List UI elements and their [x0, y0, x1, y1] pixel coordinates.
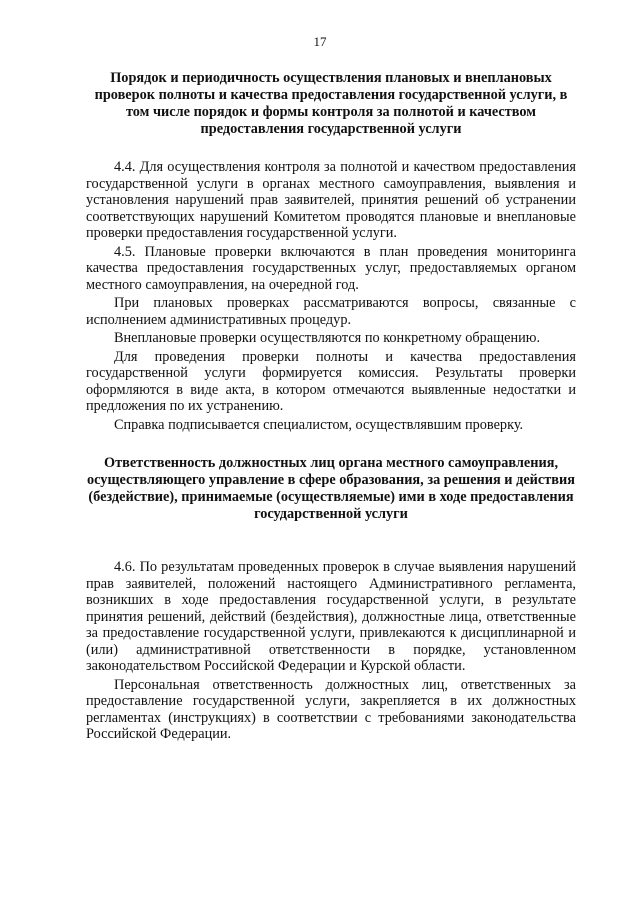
paragraph-report-signature: Справка подписывается специалистом, осуществлявшим проверку.: [114, 416, 524, 433]
paragraph-4-6: 4.6. По результатам проведенных проверок в случае выявления нарушений прав заявителей, положений настоящего Административного регламента, возникших в ходе предоставления государственной услуги, в результате принятия решений, действий (бездействия), должностные лица, ответственные за предоставление государственной услуги, привлекаются к дисциплинарной и (или) административной ответственности в порядке, установленном законодательством Российской Федерации и Курской области.: [86, 559, 576, 674]
paragraph-4-4: 4.4. Для осуществления контроля за полнотой и качеством предоставления государственной услуги в органах местного самоуправления, выявления и установления нарушений прав заявителей, принятия решений об устранении соответствующих нарушений Комитетом проводятся плановые и внеплановые проверки предоставления государственной услуги.: [86, 159, 576, 241]
paragraph-commission: Для проведения проверки полноты и качества предоставления государственной услуги формируется комиссия. Результаты проверки оформляются в виде акта, в котором отмечаются выявленные недостатки и предложения по их устранению.: [86, 348, 576, 414]
page-number: 17: [313, 34, 327, 49]
page-content: [86, 70, 576, 743]
section-heading-responsibility: Ответственность должностных лиц органа местного самоуправления, осуществляющего управление в сфере образования, за решения и действия (бездействие), принимаемые (осуществляемые) ими в ходе предоставления государственной услуги: [87, 455, 575, 522]
paragraph-4-5: 4.5. Плановые проверки включаются в план проведения мониторинга качества предоставления государственных услуг, предоставляемых органом местного самоуправления, на очередной год.: [86, 243, 576, 293]
paragraph-personal-responsibility: Персональная ответственность должностных лиц, ответственных за предоставление государственной услуги, закрепляется в их должностных регламентах (инструкциях) в соответствии с требованиями законодательства Российской Федерации.: [86, 676, 576, 742]
section-heading-control: Порядок и периодичность осуществления плановых и внеплановых проверок полноты и качества предоставления государственной услуги, в том числе порядок и формы контроля за полнотой и качеством предоставления государственной услуги: [94, 70, 568, 137]
paragraph-unplanned-checks: Внеплановые проверки осуществляются по конкретному обращению.: [114, 330, 541, 346]
paragraph-planned-checks: При плановых проверках рассматриваются вопросы, связанные с исполнением административных процедур.: [86, 295, 576, 328]
